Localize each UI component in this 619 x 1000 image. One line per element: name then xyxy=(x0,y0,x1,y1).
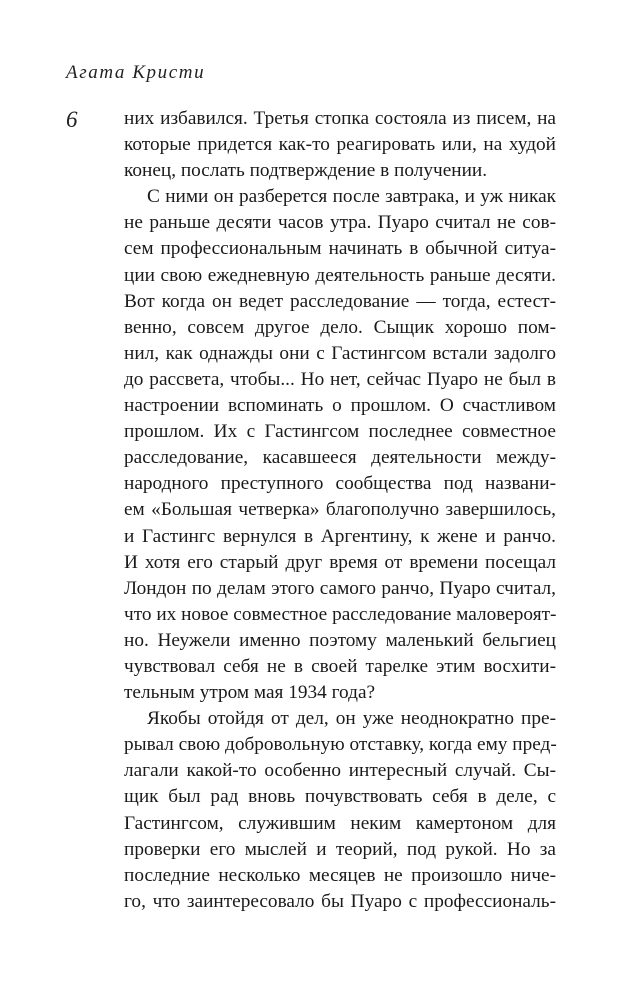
text-line: последние несколько месяцев не произошло ниче- xyxy=(124,864,556,886)
text-line: настроении вспоминать о прошлом. О счастливом xyxy=(124,395,556,417)
text-line: венно, совсем другое дело. Сыщик хорошо пом- xyxy=(124,316,556,338)
text-line: прошлом. Их с Гастингсом последнее совместное xyxy=(124,421,556,443)
text-line: тельным утром мая 1934 года? xyxy=(124,682,376,704)
text-line: лагали какой-то особенно интересный случай. Сы- xyxy=(124,760,556,782)
text-line: но. Неужели именно поэтому маленький бельгиец xyxy=(124,629,556,651)
text-line: проверки его мыслей и теорий, под рукой. Но за xyxy=(124,838,556,860)
text-line: щик был рад вновь почувствовать себя в деле, с xyxy=(124,786,556,808)
page-number: 6 xyxy=(66,107,78,132)
text-line: Гастингсом, служившим неким камертоном для xyxy=(124,812,556,834)
text-line: сем профессиональным начинать в обычной ситуа- xyxy=(124,238,556,260)
text-line: Лондон по делам этого самого ранчо, Пуаро считал, xyxy=(124,577,556,599)
text-line: которые придется как-то реагировать или, на худой xyxy=(124,134,556,156)
text-line: что их новое совместное расследование маловероят- xyxy=(124,603,557,625)
paragraph-2 xyxy=(124,184,556,706)
text-line: Якобы отойдя от дел, он уже неоднократно пре- xyxy=(147,708,556,730)
text-line: до рассвета, чтобы... Но нет, сейчас Пуаро не был в xyxy=(124,368,556,390)
body-text xyxy=(124,106,556,915)
text-line: них избавился. Третья стопка состояла из писем, на xyxy=(124,108,556,129)
text-line: не раньше десяти часов утра. Пуаро считал не сов- xyxy=(124,212,556,234)
text-line: народного преступного сообщества под названи- xyxy=(124,473,556,495)
text-line: и Гастингс вернулся в Аргентину, к жене и ранчо. xyxy=(124,525,556,547)
running-head: Агата Кристи xyxy=(66,62,206,83)
text-line: нил, как однажды они с Гастингсом встали задолго xyxy=(124,342,556,364)
text-line: рывал свою добровольную отставку, когда ему пред- xyxy=(124,734,557,756)
text-line: С ними он разберется после завтрака, и уж никак xyxy=(147,186,556,208)
text-line: И хотя его старый друг время от времени посещал xyxy=(124,551,556,573)
text-line: ции свою ежедневную деятельность раньше десяти. xyxy=(124,264,556,286)
text-line: ем «Большая четверка» благополучно завершилось, xyxy=(124,499,556,521)
paragraph-3 xyxy=(124,706,556,915)
paragraph-1 xyxy=(124,106,556,184)
text-line: го, что заинтересовало бы Пуаро с профессиональ- xyxy=(124,890,556,912)
text-line: расследование, касавшееся деятельности между- xyxy=(124,447,556,469)
text-line: чувствовал себя не в своей тарелке этим восхити- xyxy=(124,655,556,677)
text-line: конец, послать подтверждение в получении. xyxy=(124,160,488,182)
text-line: Вот когда он ведет расследование — тогда, естест- xyxy=(124,290,556,312)
